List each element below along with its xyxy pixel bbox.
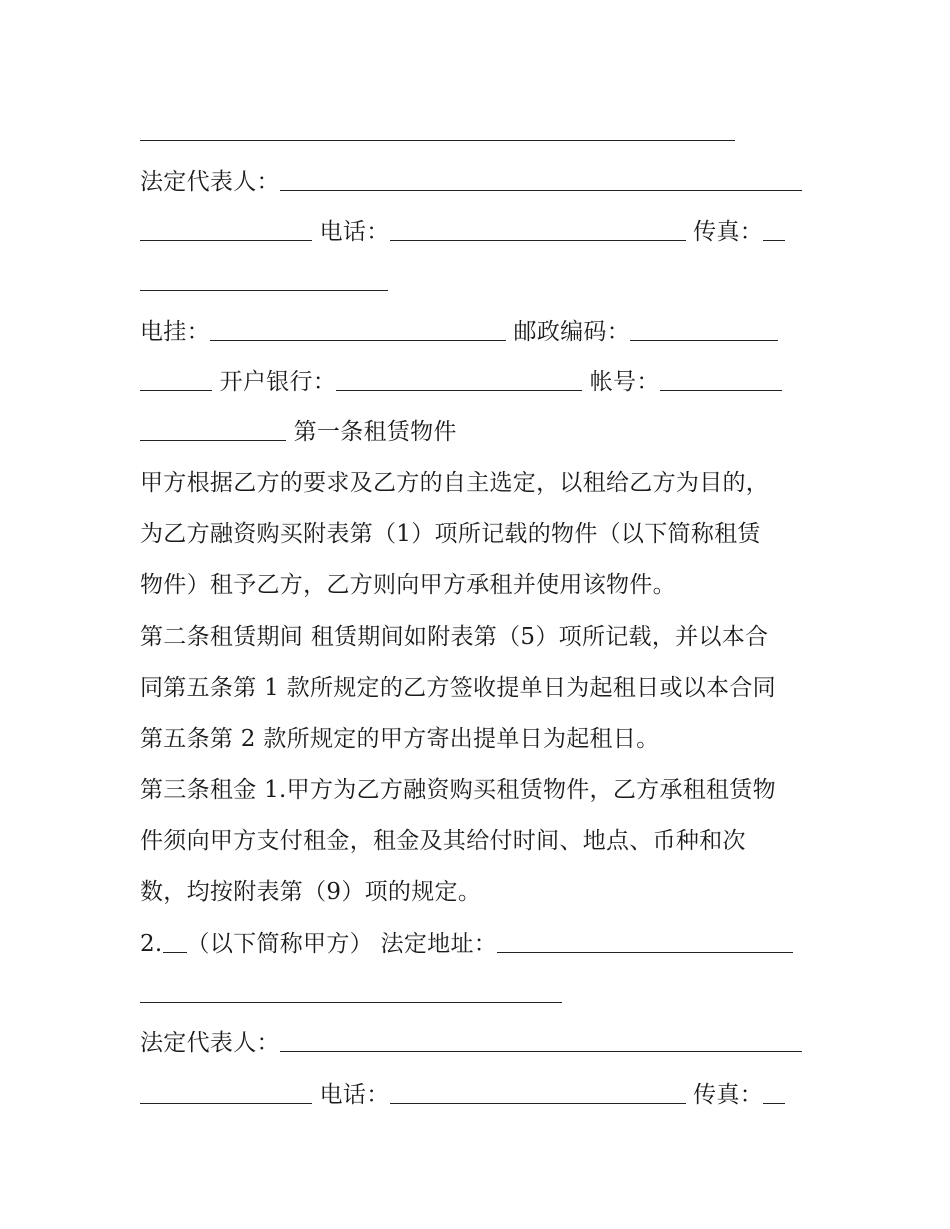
phone-blank[interactable] [390,1081,686,1104]
item-2-label: （以下简称甲方） 法定地址： [186,931,498,957]
fill-blank[interactable] [140,1081,312,1104]
cable-label: 电挂： [140,319,210,345]
legal-representative-label: 法定代表人： [140,1030,280,1056]
paragraph-line: 为乙方融资购买附表第（1）项所记载的物件（以下简称租赁 [140,521,761,547]
document-page [140,0,812,1229]
postcode-blank[interactable] [630,318,778,341]
phone-fax-line-2 [140,1079,785,1111]
fax-label: 传真： [693,1082,764,1108]
phone-fax-line [140,216,785,248]
paragraph-line: 同第五条第 1 款所规定的乙方签收提单日为起租日或以本合同 [140,675,776,701]
article-1-title-line [140,416,457,448]
paragraph-line: 第五条第 2 款所规定的甲方寄出提单日为起租日。 [140,726,660,752]
account-blank[interactable] [660,368,782,391]
postcode-label: 邮政编码： [513,319,631,345]
item-2-prefix: 2. [140,931,163,957]
address-continuation-line [140,978,562,1010]
legal-representative-line [140,166,802,198]
fill-blank[interactable] [140,980,562,1003]
fill-blank[interactable] [140,218,312,241]
party-a-blank[interactable] [163,930,187,953]
legal-address-blank[interactable] [497,930,793,953]
fill-blank[interactable] [140,268,388,291]
bank-account-line [140,366,782,398]
fax-label: 传真： [693,219,764,245]
cable-blank[interactable] [210,318,506,341]
paragraph-line: 第二条租赁期间 租赁期间如附表第（5）项所记载，并以本合 [140,624,769,650]
paragraph-line: 数，均按附表第（9）项的规定。 [140,879,482,905]
paragraph-line: 件须向甲方支付租金，租金及其给付时间、地点、币种和次 [140,828,746,854]
account-label: 帐号： [589,369,660,395]
article-1-title: 第一条租赁物件 [293,419,457,445]
fax-blank[interactable] [763,218,785,241]
fax-continuation-line [140,266,388,298]
fill-blank[interactable] [140,118,735,141]
phone-label: 电话： [319,219,390,245]
legal-representative-blank[interactable] [280,1029,802,1052]
paragraph-line: 甲方根据乙方的要求及乙方的自主选定，以租给乙方为目的， [140,470,770,496]
paragraph-line: 物件）租予乙方，乙方则向甲方承租并使用该物件。 [140,572,676,598]
legal-representative-blank[interactable] [280,168,802,191]
legal-representative-label: 法定代表人： [140,169,280,195]
fax-blank[interactable] [763,1081,785,1104]
item-2-line [140,928,793,960]
address-blank-line [140,116,735,148]
legal-representative-line-2 [140,1027,802,1059]
bank-blank[interactable] [336,368,582,391]
phone-label: 电话： [319,1082,390,1108]
fill-blank[interactable] [140,368,212,391]
fill-blank[interactable] [140,418,286,441]
phone-blank[interactable] [390,218,686,241]
cable-postcode-line [140,316,778,348]
paragraph-line: 第三条租金 1.甲方为乙方融资购买租赁物件，乙方承租租赁物 [140,777,776,803]
bank-label: 开户银行： [219,369,337,395]
